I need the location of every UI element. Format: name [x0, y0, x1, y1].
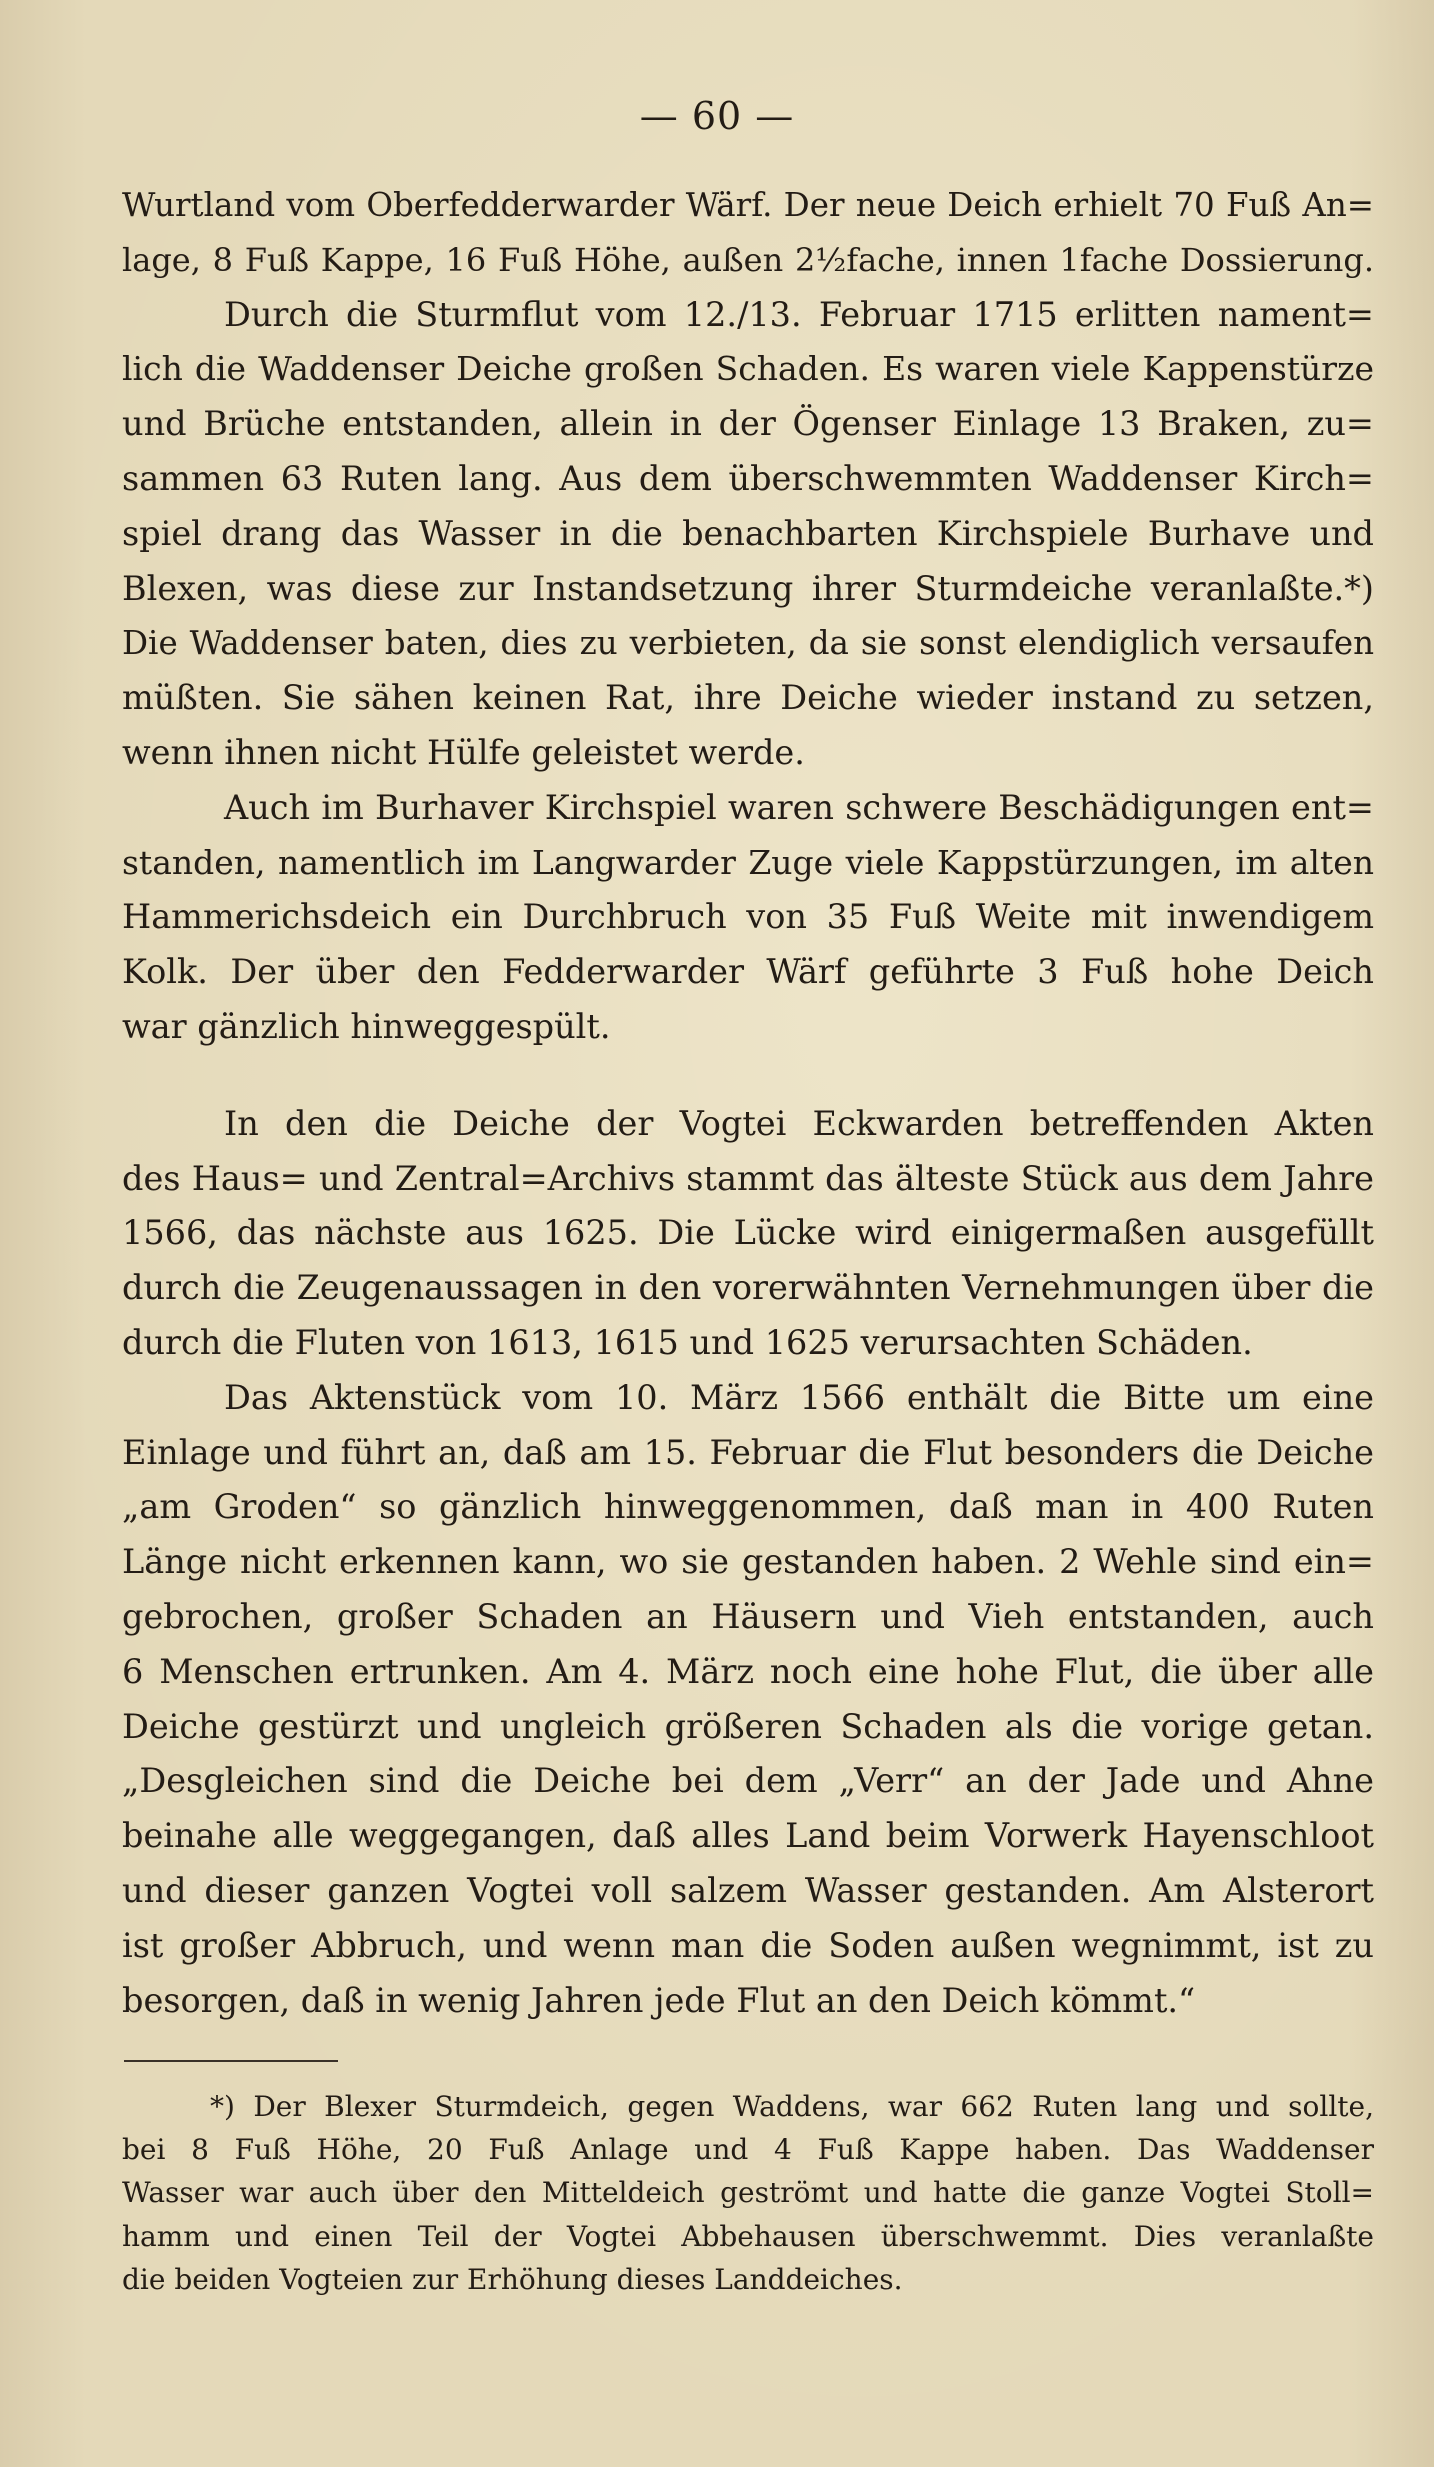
main-text	[122, 178, 1374, 2028]
text-line: Deiche gestürzt und ungleich größeren Schaden als die vorige getan.	[122, 1706, 1374, 1746]
text-line: und dieser ganzen Vogtei voll salzem Wasser gestanden. Am Alsterort	[122, 1870, 1374, 1910]
text-line: lage, 8 Fuß Kappe, 16 Fuß Höhe, außen 2½fache, innen 1fache Dossierung.	[122, 240, 1374, 279]
text-line: Das Aktenstück vom 10. März 1566 enthält die Bitte um eine	[224, 1377, 1374, 1417]
text-line: „am Groden“ so gänzlich hinweggenommen, daß man in 400 Ruten	[122, 1487, 1374, 1527]
text-line: wenn ihnen nicht Hülfe geleistet werde.	[122, 732, 805, 772]
text-line: Wurtland vom Oberfedderwarder Wärf. Der neue Deich erhielt 70 Fuß An=	[122, 186, 1374, 224]
text-line: des Haus= und Zentral=Archivs stammt das älteste Stück aus dem Jahre	[122, 1158, 1374, 1198]
text-line: durch die Zeugenaussagen in den vorerwähnten Vernehmungen über die	[122, 1268, 1374, 1308]
text-line: beinahe alle weggegangen, daß alles Land beim Vorwerk Hayenschloot	[122, 1816, 1374, 1856]
text-line: besorgen, daß in wenig Jahren jede Flut an den Deich kömmt.“	[122, 1980, 1196, 2020]
text-line: ist großer Abbruch, und wenn man die Soden außen wegnimmt, ist zu	[122, 1925, 1374, 1965]
text-line: „Desgleichen sind die Deiche bei dem „Verr“ an der Jade und Ahne	[122, 1761, 1374, 1801]
footnote-line: die beiden Vogteien zur Erhöhung dieses Landdeiches.	[122, 2262, 903, 2296]
footnote-line: hamm und einen Teil der Vogtei Abbehausen überschwemmt. Dies veranlaßte	[122, 2219, 1374, 2253]
text-line: Blexen, was diese zur Instandsetzung ihrer Sturmdeiche veranlaßte.*)	[122, 568, 1374, 608]
text-line: und Brüche entstanden, allein in der Ögenser Einlage 13 Braken, zu=	[122, 404, 1374, 444]
text-line: 1566, das nächste aus 1625. Die Lücke wird einigermaßen ausgefüllt	[122, 1213, 1374, 1253]
text-line: standen, namentlich im Langwarder Zuge viele Kappstürzungen, im alten	[122, 842, 1374, 882]
text-line: Hammerichsdeich ein Durchbruch von 35 Fuß Weite mit inwendigem	[122, 897, 1374, 937]
text-line: In den die Deiche der Vogtei Eckwarden betreffenden Akten	[224, 1103, 1374, 1143]
text-line: Länge nicht erkennen kann, wo sie gestanden haben. 2 Wehle sind ein=	[122, 1542, 1374, 1582]
paragraph	[122, 1371, 1374, 2029]
text-line: gebrochen, großer Schaden an Häusern und Vieh entstanden, auch	[122, 1596, 1374, 1636]
footnote-divider	[124, 2060, 338, 2062]
footnote-line: *) Der Blexer Sturmdeich, gegen Waddens, war 662 Ruten lang und sollte,	[210, 2090, 1374, 2123]
text-line: durch die Fluten von 1613, 1615 und 1625 verursachten Schäden.	[122, 1322, 1253, 1362]
text-line: 6 Menschen ertrunken. Am 4. März noch eine hohe Flut, die über alle	[122, 1651, 1374, 1691]
text-line: müßten. Sie sähen keinen Rat, ihre Deiche wieder instand zu setzen,	[122, 678, 1374, 718]
footnote-line: bei 8 Fuß Höhe, 20 Fuß Anlage und 4 Fuß Kappe haben. Das Waddenser	[122, 2133, 1374, 2167]
text-line: Auch im Burhaver Kirchspiel waren schwere Beschädigungen ent=	[224, 787, 1374, 827]
text-line: lich die Waddenser Deiche großen Schaden. Es waren viele Kappenstürze	[122, 349, 1374, 389]
text-line: sammen 63 Ruten lang. Aus dem überschwemmten Waddenser Kirch=	[122, 458, 1374, 498]
footnote	[122, 2085, 1374, 2301]
footnote-line: Wasser war auch über den Mitteldeich geströmt und hatte die ganze Vogtei Stoll=	[122, 2176, 1374, 2210]
text-line: spiel drang das Wasser in die benachbarten Kirchspiele Burhave und	[122, 513, 1374, 553]
section-gap	[122, 1055, 1374, 1097]
text-line: Kolk. Der über den Fedderwarder Wärf geführte 3 Fuß hohe Deich	[122, 952, 1374, 992]
text-line: war gänzlich hinweggespült.	[122, 1006, 611, 1046]
text-line: Die Waddenser baten, dies zu verbieten, da sie sonst elendiglich versaufen	[122, 624, 1374, 663]
page-number: — 60 —	[639, 94, 795, 138]
text-line: Durch die Sturmflut vom 12./13. Februar 1715 erlitten nament=	[224, 294, 1374, 334]
paragraph	[122, 178, 1374, 781]
text-line: Einlage und führt an, daß am 15. Februar die Flut besonders die Deiche	[122, 1432, 1374, 1472]
paragraph	[122, 1097, 1374, 1371]
paragraph	[122, 781, 1374, 1055]
